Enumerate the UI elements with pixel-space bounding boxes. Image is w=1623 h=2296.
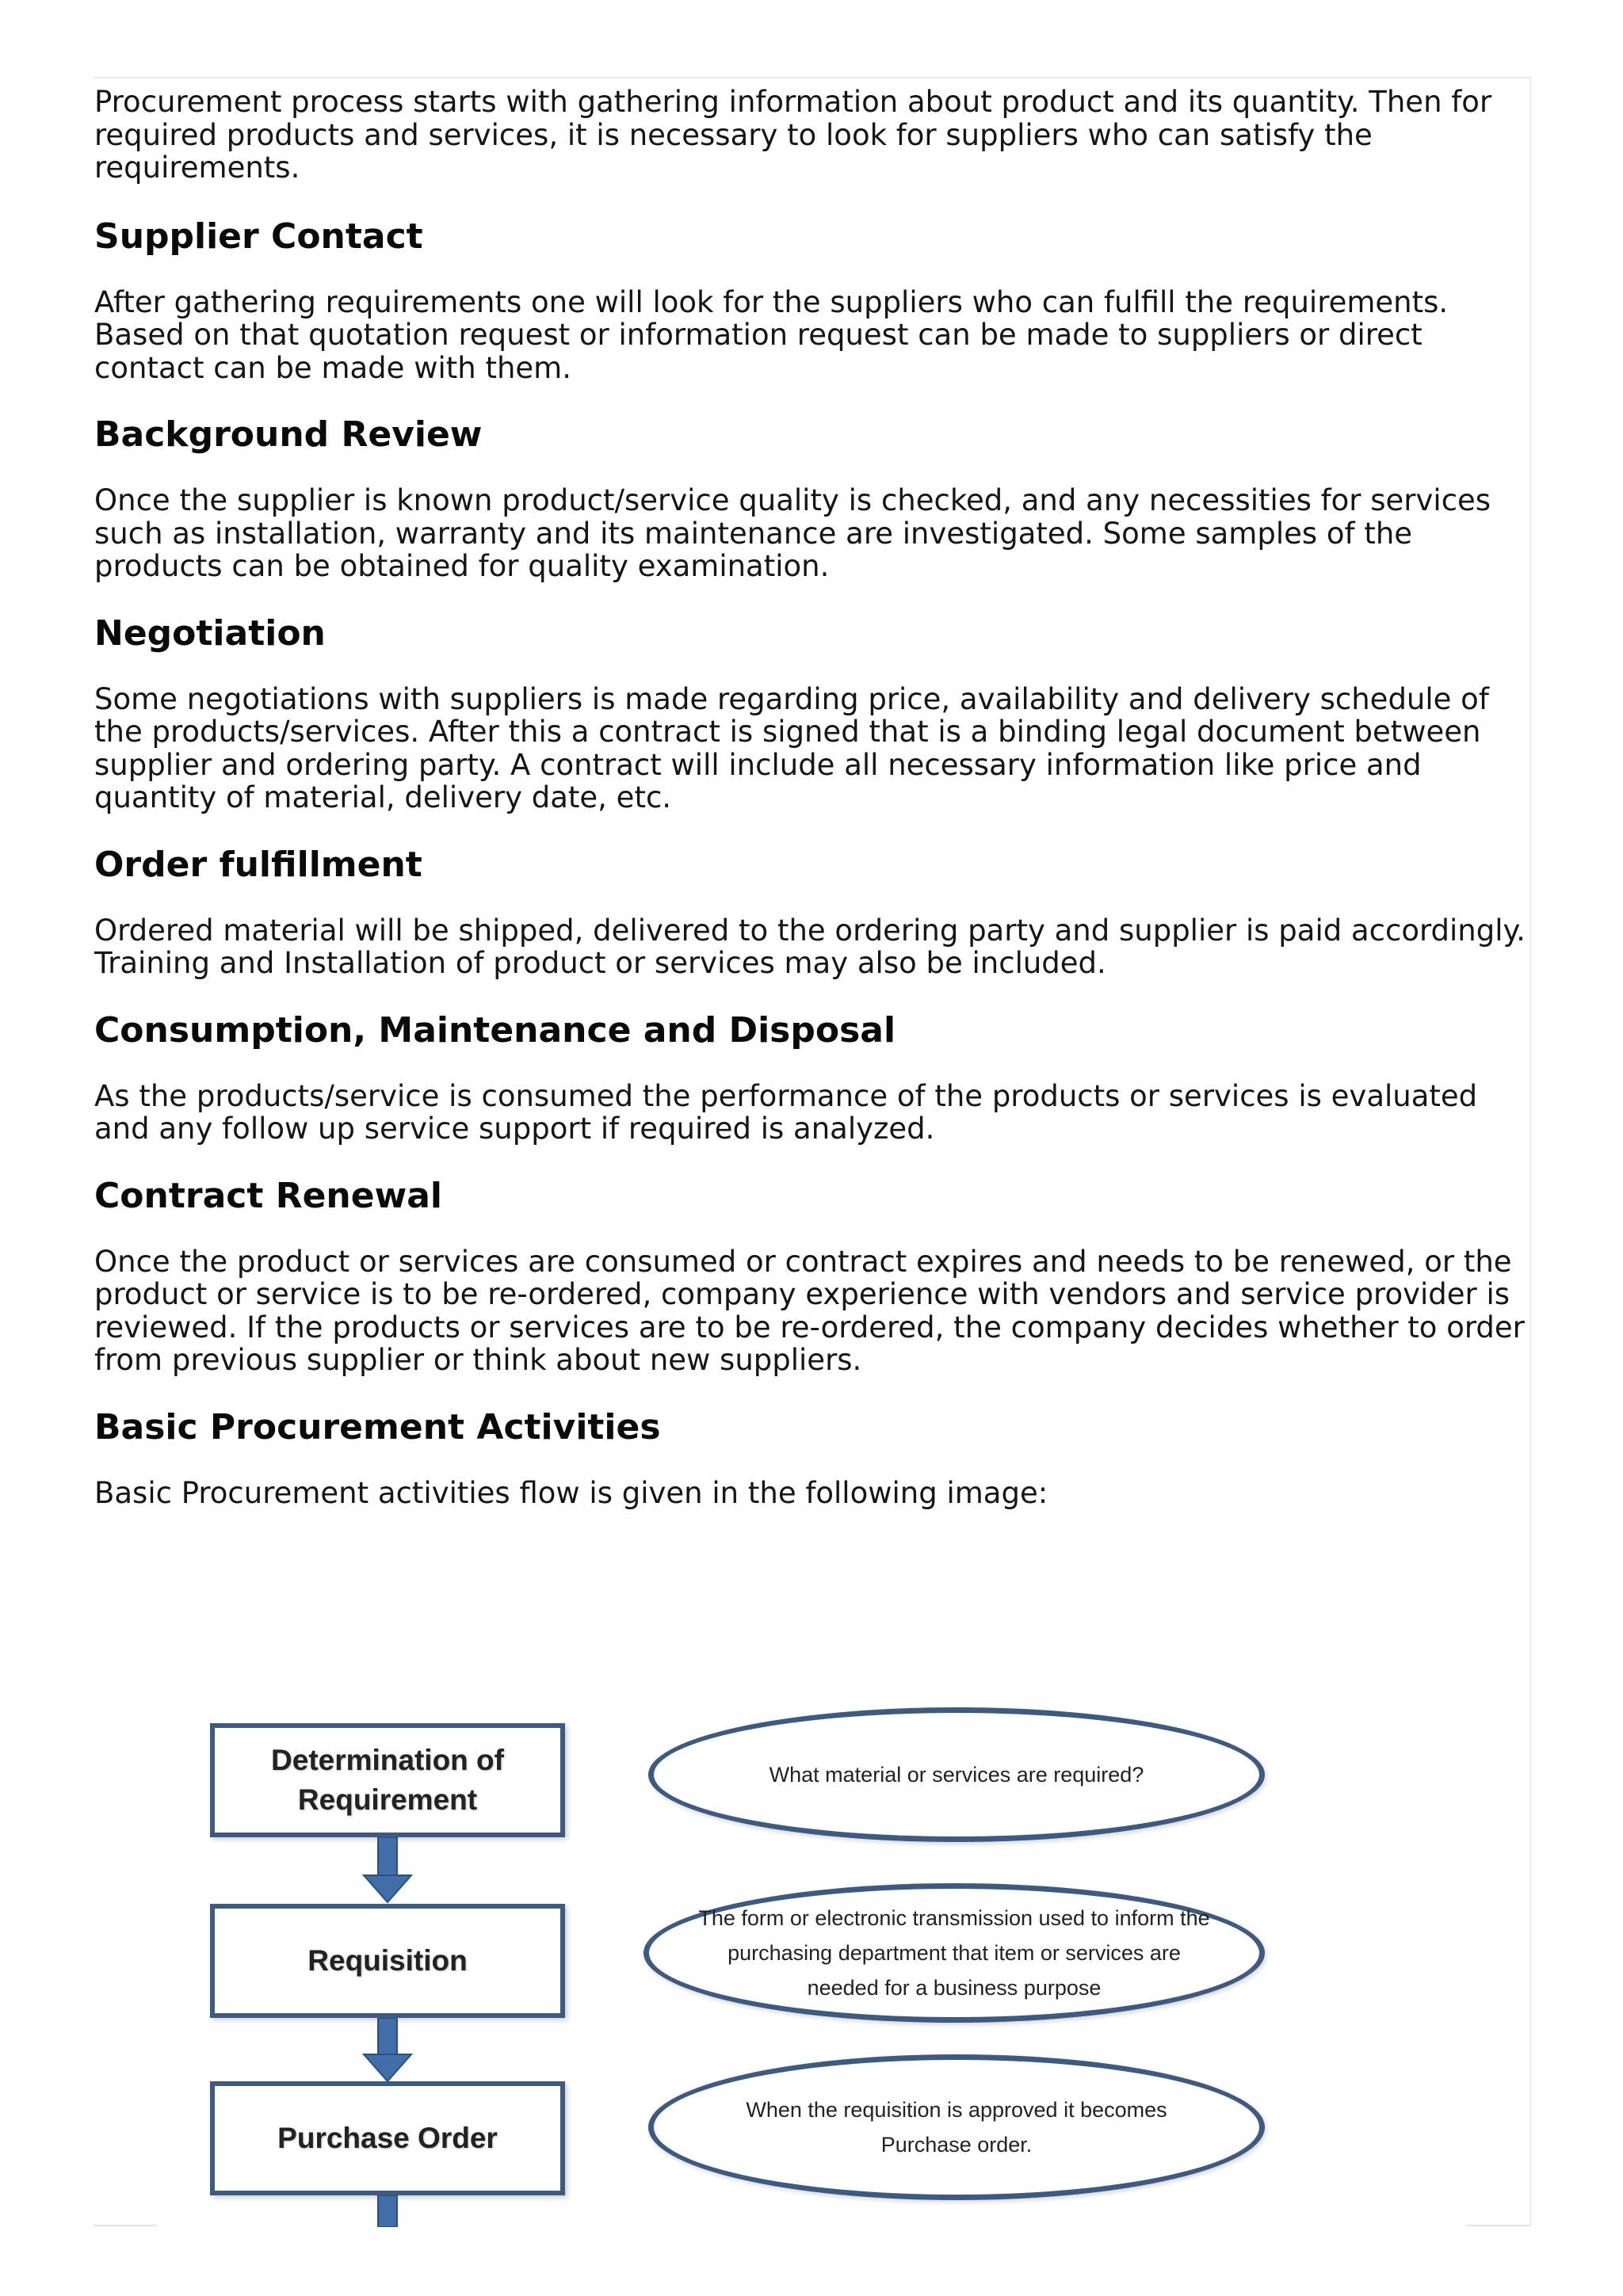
flow-step-purchase-order <box>210 2081 565 2195</box>
flow-description-purchase-order <box>648 2054 1265 2200</box>
page-footer-rule-right <box>1466 2225 1531 2226</box>
flow-description-text: When the requisition is approved it becomes Purchase order. <box>746 2098 1167 2157</box>
heading-order-fulfillment: Order fulfillment <box>94 844 422 885</box>
heading-supplier-contact: Supplier Contact <box>94 215 423 257</box>
paragraph-order-fulfillment: Ordered material will be shipped, delivered to the ordering party and supplier is paid accordingly. Training and Installation of product or services may also be included. <box>94 913 1526 980</box>
paragraph-background-review: Once the supplier is known product/service quality is checked, and any necessities for services such as installation, warranty and its maintenance are investigated. Some samples of the products can be obtained for quality examination. <box>94 483 1491 583</box>
heading-basic-procurement: Basic Procurement Activities <box>94 1406 661 1447</box>
flow-description-text: What material or services are required? <box>769 1763 1144 1787</box>
flow-description-text: The form or electronic transmission used to inform the purchasing department that item or services are needed for a business purpose <box>698 1906 1210 2000</box>
heading-background-review: Background Review <box>94 414 483 455</box>
flow-description-determination <box>648 1707 1265 1842</box>
heading-consumption: Consumption, Maintenance and Disposal <box>94 1009 896 1051</box>
intro-paragraph: Procurement process starts with gathering information about product and its quantity. Then for required products and services, it is necessary to look for suppliers who can satisfy the requirements. <box>94 85 1492 185</box>
article-content <box>94 86 1533 1509</box>
heading-contract-renewal: Contract Renewal <box>94 1175 443 1216</box>
flow-step-label: Requisition <box>307 1944 468 1977</box>
flow-step-label: Purchase Order <box>277 2122 498 2154</box>
flow-arrow-down-icon <box>354 1837 421 1904</box>
procurement-flowchart <box>198 1707 1284 2230</box>
paragraph-negotiation: Some negotiations with suppliers is made regarding price, availability and delivery schedule of the products/services. After this a contract is signed that is a binding legal document between supplier and ordering party. A contract will include all necessary information like price and quantity of material, delivery date, etc. <box>94 681 1489 814</box>
flow-step-requisition <box>210 1904 565 2018</box>
paragraph-contract-renewal: Once the product or services are consumed or contract expires and needs to be renewed, or the product or service is to be re-ordered, company experience with vendors and service provider is reviewed. If the products or services are to be re-ordered, the company decides whether to order from previous supplier or think about new suppliers. <box>94 1244 1525 1377</box>
flow-arrow-down-icon <box>354 2018 421 2083</box>
flow-arrow-down-icon <box>354 2195 421 2227</box>
page-footer-rule-left <box>94 2225 157 2226</box>
flow-step-determination <box>210 1723 565 1837</box>
heading-negotiation: Negotiation <box>94 612 326 654</box>
flow-step-label: Determination of Requirement <box>271 1744 504 1816</box>
paragraph-supplier-contact: After gathering requirements one will look for the suppliers who can fulfill the requirements. Based on that quotation request or information request can be made to suppliers or direct contact can be made with them. <box>94 284 1449 385</box>
paragraph-basic-procurement: Basic Procurement activities flow is given in the following image: <box>94 1475 1048 1510</box>
paragraph-consumption: As the products/service is consumed the performance of the products or services is evaluated and any follow up service support if required is analyzed. <box>94 1078 1478 1146</box>
flow-description-requisition <box>643 1883 1265 2023</box>
